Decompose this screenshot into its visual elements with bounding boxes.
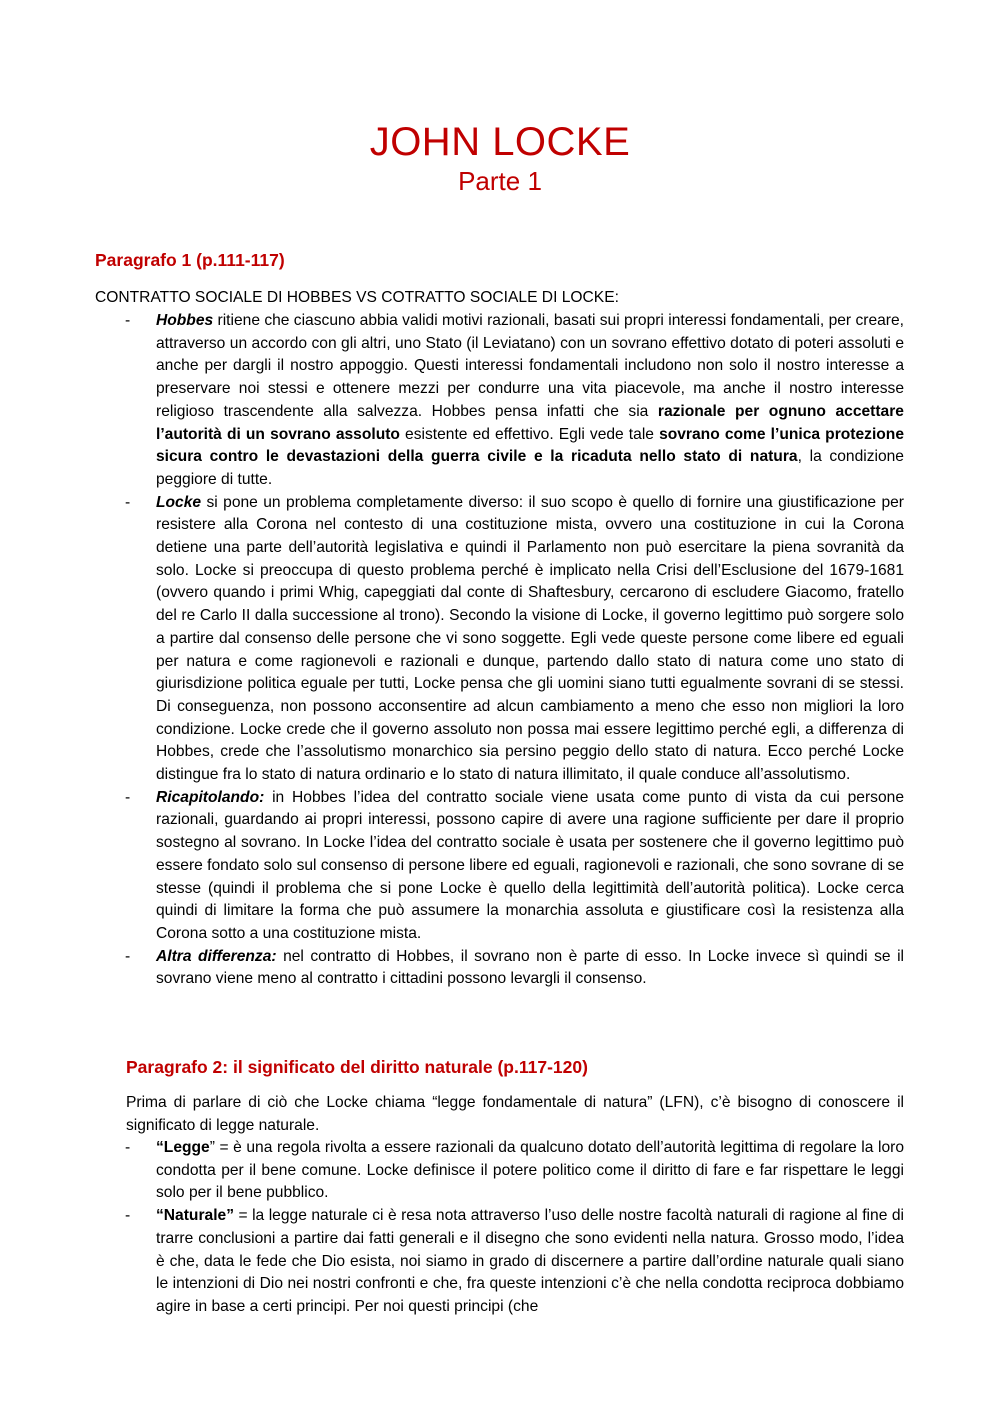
bullet-lead: “Naturale” <box>156 1207 234 1225</box>
section-2-heading: Paragrafo 2: il significato del diritto naturale (p.117-120) <box>126 1057 588 1077</box>
list-item-locke <box>125 492 904 787</box>
section-1-intro: CONTRATTO SOCIALE DI HOBBES VS COTRATTO SOCIALE DI LOCKE: <box>95 289 619 306</box>
bullet-dash: - <box>125 1139 131 1156</box>
list-item-hobbes <box>125 310 905 492</box>
bullet-dash: - <box>125 788 131 806</box>
bullet-text: in Hobbes l’idea del contratto sociale viene usata come punto di vista da cui persone razionali, guardando ai propri interessi, possono capire di avere una ragione sufficiente per dare il proprio sostegno al sovrano. In Locke l’idea del contratto sociale è usata per sostenere che il governo legittimo può essere fondato solo sul consenso di persone libere ed eguali, ragionevoli e razionali, che sono sovrane di se stesse (quindi il problema che si pone Locke è quello della legittimità dell’autorità politica). Locke cerca quindi di limitare la forma che può assumere la monarchia assoluta e giustificare così la resistenza alla Corona sotto a una costituzione mista. <box>156 788 904 942</box>
bullet-dash: - <box>125 493 131 511</box>
bullet-text: nel contratto di Hobbes, il sovrano non è parte di esso. In Locke invece sì quindi se il sovrano viene meno al contratto i cittadini possono levargli il consenso. <box>156 947 904 988</box>
list-item-ricapitolando <box>125 787 904 946</box>
section-2-intro: Prima di parlare di ciò che Locke chiama “legge fondamentale di natura” (LFN), c’è bisogno di conoscere il significato di legge naturale. <box>126 1094 904 1134</box>
bullet-dash: - <box>125 1207 131 1225</box>
bullet-text: ritiene che ciascuno abbia validi motivi razionali, basati sui propri interessi fondamentali, per creare, attraverso un accordo con gli altri, uno Stato (il Leviatano) con un sovrano effettivo dotato di poteri assoluti e anche per dargli il nostro appoggio. Questi interessi fondamentali includono non solo il nostro interesse a preservare noi stessi e ottenere mezzi per condurre una vita piacevole, ma anche il nostro interesse religioso trascendente alla salvezza. Hobbes pensa infatti che sia <box>156 312 904 420</box>
section-2-bullet-list <box>125 1137 904 1319</box>
bullet-text: si pone un problema completamente diverso: il suo scopo è quello di fornire una giustificazione per resistere alla Corona nel contesto di una costituzione mista, ovvero una costituzione in cui la Corona detiene una parte dell’autorità legislativa e quindi il Parlamento non può esercitare la piena sovranità da solo. Locke si preoccupa di questo problema perché è implicato nella Crisi dell’Esclusione del 1679-1681 (ovvero quando i primi Whig, capeggiati dal conte di Shaftesbury, cercarono di escludere Giacomo, fratello del re Carlo II dalla successione al trono). Secondo la visione di Locke, il governo legittimo può sorgere solo a partire dal consenso delle persone che vi sono soggette. Egli vede queste persone come libere ed eguali per natura e come ragionevoli e razionali e dunque, partendo dallo stato di natura come uno stato di giurisdizione politica eguale per tutti, Locke pensa che gli uomini siano tutti egualmente sovrani di se stessi. Di conseguenza, non possono acconsentire ad alcun cambiamento a meno che esso non migliori la loro condizione. Locke crede che il governo assoluto non possa mai essere legittimo perché egli, a differenza di Hobbes, crede che l’assolutismo monarchico sia persino peggio dello stato di natura. Ecco perché Locke distingue fra lo stato di natura ordinario e lo stato di natura illimitato, il quale conduce all’assolutismo. <box>156 493 904 784</box>
bullet-lead: Hobbes <box>156 312 214 329</box>
bullet-lead: Locke <box>156 493 202 511</box>
title-block <box>0 118 1000 196</box>
bullet-dash: - <box>125 947 131 965</box>
bullet-text: ” = è una regola rivolta a essere razionali da qualcuno dotato dell’autorità legittima di regolare la loro condotta per il bene comune. Locke definisce il potere politico come il diritto di fare e far rispettare le leggi solo per il bene pubblico. <box>156 1139 904 1202</box>
bullet-text: esistente ed effettivo. Egli vede tale <box>399 425 660 443</box>
list-item-altra-differenza <box>125 946 904 991</box>
list-item-naturale <box>125 1205 904 1319</box>
bullet-bold-text: sovrano come l’unica protezione sicura contro le devastazioni della guerra civile e la ricaduta nello stato di natura <box>156 425 905 466</box>
bullet-text: , la condizione peggiore di tutte. <box>156 448 904 488</box>
page-title: JOHN LOCKE <box>369 120 631 164</box>
bullet-lead: Ricapitolando: <box>156 788 265 806</box>
bullet-lead: Altra differenza: <box>156 947 277 965</box>
bullet-text: = la legge naturale ci è resa nota attraverso l’uso delle nostre facoltà naturali di ragione al fine di trarre conclusioni a partire dai fatti generali e il disegno che sono evidenti nella natura. Grosso modo, l’idea è che, data le fede che Dio esista, noi siamo in grado di discernere a partire dall’ordine naturale quali siano le intenzioni di Dio nei nostri confronti e che, fra queste intenzioni c’è che nella condotta reciproca dobbiamo agire in base a certi principi. Per noi questi principi (che <box>156 1207 904 1315</box>
bullet-dash: - <box>125 312 131 329</box>
bullet-lead: “Legge <box>156 1139 210 1156</box>
page-subtitle: Parte 1 <box>458 166 542 196</box>
list-item-legge <box>125 1137 904 1205</box>
section-1-heading: Paragrafo 1 (p.111-117) <box>95 250 285 270</box>
section-1-bullet-list <box>125 310 905 991</box>
bullet-bold-text: razionale per ognuno accettare l’autorità di un sovrano assoluto <box>156 402 904 443</box>
